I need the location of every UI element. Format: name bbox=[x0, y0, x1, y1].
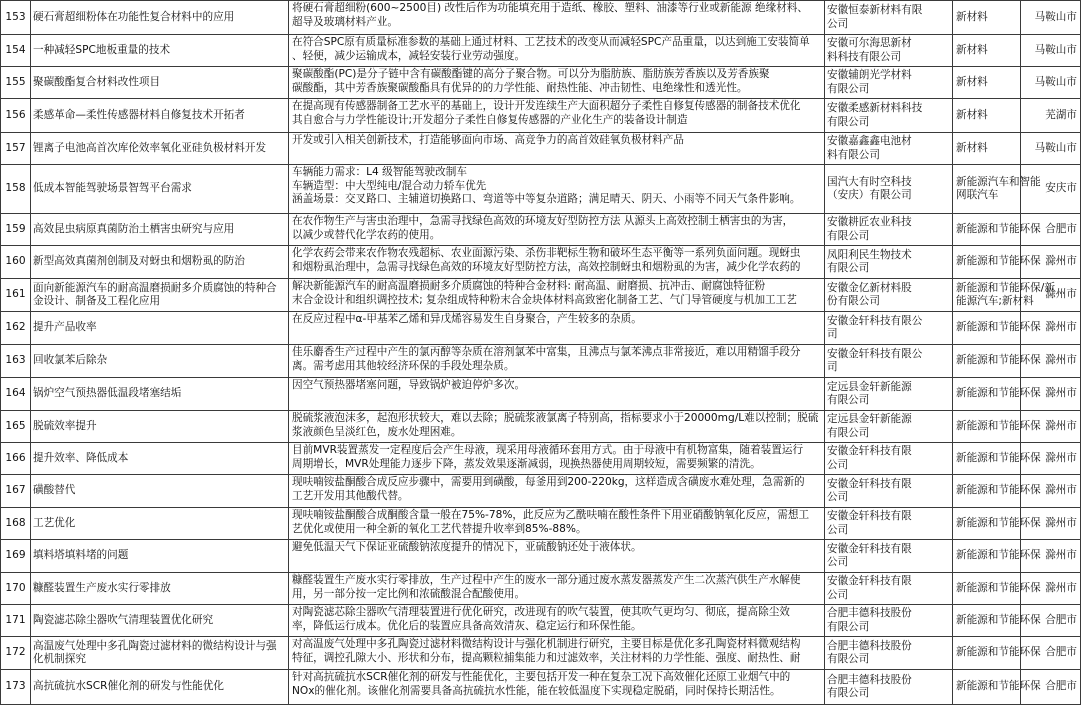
row-number: 153 bbox=[1, 1, 31, 35]
org-line: 有限公司 bbox=[827, 394, 870, 406]
industry-category bbox=[953, 345, 1041, 378]
project-description bbox=[289, 443, 825, 475]
org-line: 凤阳利民生物技术 bbox=[827, 248, 912, 261]
project-description bbox=[289, 67, 825, 99]
org-line: 公司 bbox=[827, 458, 849, 471]
city-name: 安庆市 bbox=[1021, 165, 1081, 214]
project-title: 工艺优化 bbox=[31, 508, 289, 540]
org-line: 有限公司 bbox=[827, 229, 870, 242]
row-number: 163 bbox=[1, 345, 31, 378]
company-name bbox=[825, 670, 953, 705]
company-name bbox=[825, 378, 953, 411]
row-number: 159 bbox=[1, 214, 31, 246]
row-number: 165 bbox=[1, 411, 31, 443]
org-line: 料有限公司 bbox=[827, 148, 880, 161]
cat-line: 新能源和节能环保 bbox=[956, 321, 1041, 334]
industry-category bbox=[953, 443, 1041, 475]
desc-line: 目前MVR装置蒸发一定程度后会产生母液，现采用母液循环套用方式。由于母液中有机物富集，随着装置运行 bbox=[292, 444, 804, 456]
project-description bbox=[289, 279, 825, 312]
project-description bbox=[289, 246, 825, 279]
table-row bbox=[1, 67, 1081, 99]
cat-line: 新能源汽车和智能 bbox=[956, 175, 1041, 188]
desc-line: 针对高抗硫抗水SCR催化剂的研发与性能优化，主要包括开发一种在复杂工况下高效催化还原工业烟气中的 bbox=[292, 671, 791, 683]
city-name: 滁州市 bbox=[1021, 345, 1081, 378]
cat-line: 新能源和节能环保 bbox=[956, 451, 1041, 464]
project-title: 回收氯苯后除杂 bbox=[31, 345, 289, 378]
project-title bbox=[31, 279, 289, 312]
org-line: 安徽金轩科技有限 bbox=[827, 510, 912, 522]
desc-line: 特征，调控孔隙大小、形状和分布，提高颗粒捕集能力和过滤效率，关注材料的力学性能、强度、耐热性、耐 bbox=[292, 651, 801, 664]
desc-line: 周期增长，MVR处理能力逐步下降，蒸发效果逐渐减弱，现换热器使用周期较短，需要频繁的清洗。 bbox=[292, 457, 761, 470]
org-line: 安徽耕匠农业科技 bbox=[827, 216, 912, 228]
cat-line: 新能源和节能环保 bbox=[956, 354, 1041, 367]
project-description bbox=[289, 312, 825, 345]
org-line: 有限公司 bbox=[827, 82, 870, 95]
company-name bbox=[825, 67, 953, 99]
org-line: 定远县金轩新能源 bbox=[827, 413, 912, 425]
project-description bbox=[289, 1, 825, 35]
city-name: 滁州市 bbox=[1021, 279, 1081, 312]
company-name bbox=[825, 637, 953, 670]
industry-category bbox=[953, 1, 1021, 35]
city-name: 芜湖市 bbox=[1021, 99, 1081, 133]
industry-category bbox=[953, 214, 1041, 246]
title-line: 面向新能源汽车的耐高温磨损耐多介质腐蚀的特种合 bbox=[33, 281, 277, 294]
org-line: 司 bbox=[827, 361, 838, 373]
row-number: 166 bbox=[1, 443, 31, 475]
desc-line: 在符合SPC原有质量标准参数的基础上通过材料、工艺技术的改变从而减轻SPC产品重量，以达到施工安装简单 bbox=[292, 36, 810, 48]
industry-category bbox=[953, 670, 1041, 705]
desc-line: 聚碳酸酯(PC)是分子链中含有碳酸酯键的高分子聚合物。可以分为脂肪族、脂肪族芳香族以及芳香族聚 bbox=[292, 68, 770, 80]
city-name: 马鞍山市 bbox=[1021, 1, 1081, 35]
desc-line: 因空气预热器堵塞问题，导致锅炉被迫停炉多次。 bbox=[292, 379, 526, 391]
city-name: 合肥市 bbox=[1021, 605, 1081, 637]
city-name: 合肥市 bbox=[1021, 214, 1081, 246]
project-title: 磺酸替代 bbox=[31, 475, 289, 508]
row-number: 155 bbox=[1, 67, 31, 99]
city-name: 滁州市 bbox=[1021, 378, 1081, 411]
table-row bbox=[1, 605, 1081, 637]
city-name: 滁州市 bbox=[1021, 411, 1081, 443]
cat-line: 新材料 bbox=[956, 75, 988, 88]
desc-line: 其自愈合与力学性能设计;开发超分子柔性自修复传感器的产业化生产的装备设计制造 bbox=[292, 113, 688, 126]
desc-line: 碳酸酯，其中芳香族聚碳酸酯具有优异的的力学性能、耐热性能、冲击韧性、电绝缘性和透光性。 bbox=[292, 81, 748, 94]
project-title: 锅炉空气预热器低温段堵塞结垢 bbox=[31, 378, 289, 411]
org-line: 安徽嘉鑫鑫电池材 bbox=[827, 135, 912, 147]
project-title: 陶瓷滤芯除尘器吹气清理装置优化研究 bbox=[31, 605, 289, 637]
org-line: 安徽柔感新材料科技 bbox=[827, 102, 923, 114]
company-name bbox=[825, 214, 953, 246]
project-title bbox=[31, 637, 289, 670]
desc-line: 避免低温天气下保证亚硫酸钠浓度提升的情况下，亚硫酸钠还处于液体状。 bbox=[292, 541, 642, 553]
org-line: 有限公司 bbox=[827, 653, 870, 665]
row-number: 170 bbox=[1, 573, 31, 605]
cat-line: 新材料 bbox=[956, 10, 988, 23]
row-number: 171 bbox=[1, 605, 31, 637]
cat-line: 新能源和节能环保 bbox=[956, 613, 1041, 626]
company-name bbox=[825, 475, 953, 508]
company-name bbox=[825, 605, 953, 637]
org-line: 司 bbox=[827, 328, 838, 340]
cat-line: 新材料 bbox=[956, 141, 988, 154]
row-number: 160 bbox=[1, 246, 31, 279]
cat-line: 新能源和节能环保 bbox=[956, 680, 1041, 693]
row-number: 157 bbox=[1, 133, 31, 165]
desc-line: 离。需考虑用其他较经济环保的手段处理杂质。 bbox=[292, 359, 515, 372]
table-row bbox=[1, 35, 1081, 67]
project-title: 一种减轻SPC地板重量的技术 bbox=[31, 35, 289, 67]
desc-line: 脱硫浆液泡沫多，起泡形状较大，难以去除；脱硫浆液氯离子特别高，指标要求小于20000mg/L难以控制；脱硫 bbox=[292, 412, 819, 424]
project-title: 锂离子电池高首次库伦效率氧化亚硅负极材料开发 bbox=[31, 133, 289, 165]
project-description bbox=[289, 411, 825, 443]
org-line: 安徽金轩科技有限 bbox=[827, 542, 912, 555]
org-line: 公司 bbox=[827, 491, 849, 503]
desc-line: 以减少或替代化学农药的使用。 bbox=[292, 228, 441, 241]
row-number: 169 bbox=[1, 540, 31, 573]
desc-line: 末合金设计和组织调控技术; 复杂组成特种粉末合金块体材料高致密化制备工艺、气门导管硬度与机加工工艺 bbox=[292, 293, 797, 306]
company-name bbox=[825, 1, 953, 35]
project-description bbox=[289, 637, 825, 670]
project-description bbox=[289, 378, 825, 411]
org-line: 合肥丰德科技股份 bbox=[827, 673, 912, 686]
org-line: 安徽金轩科技有限公 bbox=[827, 314, 923, 327]
org-line: 料科技有限公司 bbox=[827, 50, 902, 63]
table-row bbox=[1, 540, 1081, 573]
company-name bbox=[825, 540, 953, 573]
project-title: 聚碳酸酯复合材料改性项目 bbox=[31, 67, 289, 99]
company-name bbox=[825, 312, 953, 345]
industry-category bbox=[953, 540, 1041, 573]
project-title: 新型高效真菌剂创制及对蚜虫和烟粉虱的防治 bbox=[31, 246, 289, 279]
table-row bbox=[1, 165, 1081, 214]
industry-category bbox=[953, 312, 1041, 345]
org-line: 有限公司 bbox=[827, 687, 870, 699]
project-description bbox=[289, 605, 825, 637]
cat-line: 能源汽车;新材料 bbox=[956, 295, 1034, 307]
city-name: 滁州市 bbox=[1021, 508, 1081, 540]
org-line: （安庆）有限公司 bbox=[827, 189, 912, 201]
company-name bbox=[825, 573, 953, 605]
cat-line: 新能源和节能环保 bbox=[956, 387, 1041, 400]
desc-line: 佳乐麝香生产过程中产生的氯丙醇等杂质在溶剂氯苯中富集，且沸点与氯苯沸点非常接近，难以用精馏手段分 bbox=[292, 346, 801, 358]
project-description bbox=[289, 214, 825, 246]
industry-category bbox=[953, 508, 1041, 540]
table-row bbox=[1, 133, 1081, 165]
desc-line: 对陶瓷滤芯除尘器吹气清理装置进行优化研究，改进现有的吹气装置，使其吹气更均匀、彻底，提高除尘效 bbox=[292, 606, 790, 618]
industry-category bbox=[953, 573, 1041, 605]
company-name bbox=[825, 246, 953, 279]
row-number: 168 bbox=[1, 508, 31, 540]
project-description bbox=[289, 345, 825, 378]
project-title: 硬石膏超细粉体在功能性复合材料中的应用 bbox=[31, 1, 289, 35]
table-row bbox=[1, 508, 1081, 540]
table-row bbox=[1, 99, 1081, 133]
desc-line: 化学农药会带来农作物农残超标、农业面源污染、杀伤非靶标生物和破坏生态平衡等一系列负面问题。现蚜虫 bbox=[292, 247, 801, 259]
company-name bbox=[825, 133, 953, 165]
title-line: 高温废气处理中多孔陶瓷过滤材料的微结构设计与强 bbox=[33, 639, 277, 652]
table-row bbox=[1, 312, 1081, 345]
desc-line: 工艺开发用其他酸代替。 bbox=[292, 489, 409, 502]
desc-line: 在农作物生产与害虫治理中，急需寻找绿色高效的环境友好型防控方法 从源头上高效控制土栖害虫的为害， bbox=[292, 215, 794, 227]
org-line: 安徽金亿新材料股 bbox=[827, 281, 912, 294]
industry-category bbox=[953, 133, 1021, 165]
org-line: 公司 bbox=[827, 523, 849, 536]
project-title: 低成本智能驾驶场景智驾平台需求 bbox=[31, 165, 289, 214]
industry-category bbox=[953, 165, 1041, 214]
project-title: 提升效率、降低成本 bbox=[31, 443, 289, 475]
row-number: 162 bbox=[1, 312, 31, 345]
org-line: 安徽金轩科技有限公 bbox=[827, 347, 923, 360]
table-body bbox=[1, 1, 1081, 705]
org-line: 合肥丰德科技股份 bbox=[827, 639, 912, 652]
industry-category bbox=[953, 279, 1055, 312]
project-title: 高抗硫抗水SCR催化剂的研发与性能优化 bbox=[31, 670, 289, 705]
org-line: 安徽金轩科技有限 bbox=[827, 477, 912, 490]
industry-category bbox=[953, 637, 1041, 670]
desc-line: 糠醛装置生产废水实行零排放，生产过程中产生的废水一部分通过废水蒸发器蒸发产生二次蒸汽供生产水解使 bbox=[292, 574, 801, 586]
desc-line: 、轻便，减少运输成本，减轻安装行业劳动强度。 bbox=[292, 49, 526, 62]
city-name: 马鞍山市 bbox=[1021, 67, 1081, 99]
desc-line: 艺优化或使用一种全新的氧化工艺代替提升收率到85%-88%。 bbox=[292, 522, 587, 535]
city-name: 滁州市 bbox=[1021, 246, 1081, 279]
industry-category bbox=[953, 246, 1041, 279]
org-line: 安徽可尔海思新材 bbox=[827, 37, 912, 49]
desc-line: 开发或引入相关创新技术，打造能够面向市场、高竞争力的高首效硅氧负极材料产品 bbox=[292, 134, 684, 146]
desc-line: NOx的催化剂。该催化剂需要具备高抗硫抗水性能，能在较低温度下实现稳定脱硝，同时保持长期活性。 bbox=[292, 684, 781, 697]
city-name: 合肥市 bbox=[1021, 670, 1081, 705]
city-name: 滁州市 bbox=[1021, 312, 1081, 345]
row-number: 154 bbox=[1, 35, 31, 67]
project-description bbox=[289, 475, 825, 508]
industry-category bbox=[953, 99, 1021, 133]
org-line: 有限公司 bbox=[827, 115, 870, 128]
table-row bbox=[1, 475, 1081, 508]
desc-line: 在反应过程中α-甲基苯乙烯和异戊烯容易发生自身聚合，产生较多的杂质。 bbox=[292, 313, 642, 325]
desc-line: 车辆造型：中大型纯电/混合动力轿车优先 bbox=[292, 179, 487, 192]
project-description bbox=[289, 35, 825, 67]
city-name: 合肥市 bbox=[1021, 637, 1081, 670]
org-line: 国汽大有时空科技 bbox=[827, 175, 912, 188]
row-number: 164 bbox=[1, 378, 31, 411]
org-line: 安徽金轩科技有限 bbox=[827, 575, 912, 587]
city-name: 滁州市 bbox=[1021, 540, 1081, 573]
table-row bbox=[1, 411, 1081, 443]
desc-line: 现呋喃铵盐酮酸合成反应步骤中，需要用到磺酸，每釜用到200-220kg，这样造成含磺废水难处理，急需新的 bbox=[292, 476, 805, 488]
row-number: 158 bbox=[1, 165, 31, 214]
cat-line: 新能源和节能环保 bbox=[956, 255, 1041, 268]
project-title: 柔感革命—柔性传感器材料自修复技术开拓者 bbox=[31, 99, 289, 133]
table-row bbox=[1, 378, 1081, 411]
row-number: 167 bbox=[1, 475, 31, 508]
desc-line: 对高温废气处理中多孔陶瓷过滤材料微结构设计与强化机制进行研究，主要目标是优化多孔陶瓷材料微观结构 bbox=[292, 638, 801, 650]
cat-line: 新材料 bbox=[956, 108, 988, 121]
title-line: 化机制探究 bbox=[33, 653, 86, 665]
cat-line: 新材料 bbox=[956, 43, 988, 56]
city-name: 滁州市 bbox=[1021, 573, 1081, 605]
cat-line: 网联汽车 bbox=[956, 189, 999, 201]
company-name bbox=[825, 279, 953, 312]
desc-line: 超导及玻璃材料产业。 bbox=[292, 15, 398, 28]
desc-line: 将硬石膏超细粉(600~2500目) 改性后作为功能填充用于造纸、橡胶、塑料、油漆等行业或新能源 绝缘材料、 bbox=[292, 2, 808, 14]
org-line: 公司 bbox=[827, 17, 849, 30]
org-line: 公司 bbox=[827, 588, 849, 601]
project-description bbox=[289, 165, 825, 214]
cat-line: 新能源和节能环保 bbox=[956, 222, 1041, 235]
project-title: 糠醛装置生产废水实行零排放 bbox=[31, 573, 289, 605]
desc-line: 现呋喃铵盐酮酸合成酮酸含量一般在75%-78%，此反应为乙酰呋喃在酸性条件下用亚硝酸钠氧化反应，需想工 bbox=[292, 509, 810, 521]
desc-line: 率，降低运行成本。优化后的装置应具备高效清灰、稳定运行和环保性能。 bbox=[292, 619, 642, 632]
table-row bbox=[1, 637, 1081, 670]
org-line: 合肥丰德科技股份 bbox=[827, 607, 912, 619]
company-name bbox=[825, 411, 953, 443]
project-description bbox=[289, 99, 825, 133]
desc-line: 解决新能源汽车的耐高温磨损耐多介质腐蚀的特种合金材料: 耐高温、耐磨损、抗冲击、耐腐蚀特征粉 bbox=[292, 280, 766, 292]
industry-category bbox=[953, 35, 1021, 67]
org-line: 定远县金轩新能源 bbox=[827, 380, 912, 393]
org-line: 有限公司 bbox=[827, 262, 870, 274]
org-line: 安徽恒泰新材料有限 bbox=[827, 4, 923, 16]
city-name: 滁州市 bbox=[1021, 475, 1081, 508]
cat-line: 新能源和节能环保 bbox=[956, 484, 1041, 497]
row-number: 161 bbox=[1, 279, 31, 312]
company-name bbox=[825, 165, 953, 214]
industry-category bbox=[953, 67, 1021, 99]
desc-line: 涵盖场景：交叉路口、主辅道切换路口、弯道等中等复杂道路；满足晴天、阴天、小雨等不同天气条件影响。 bbox=[292, 193, 801, 205]
title-line: 金设计、制备及工程化应用 bbox=[33, 295, 161, 307]
org-line: 份有限公司 bbox=[827, 295, 880, 307]
table-row bbox=[1, 1, 1081, 35]
table-row bbox=[1, 670, 1081, 705]
row-number: 156 bbox=[1, 99, 31, 133]
industry-category bbox=[953, 378, 1041, 411]
org-line: 有限公司 bbox=[827, 620, 870, 633]
company-name bbox=[825, 345, 953, 378]
org-line: 安徽金轩科技有限 bbox=[827, 445, 912, 457]
cat-line: 新能源和节能环保 bbox=[956, 581, 1041, 594]
project-description bbox=[289, 508, 825, 540]
project-description bbox=[289, 573, 825, 605]
table-row bbox=[1, 246, 1081, 279]
desc-line: 在提高现有传感器制备工艺水平的基础上，设计开发连续生产大面积超分子柔性自修复传感器的制备技术优化 bbox=[292, 100, 801, 112]
desc-line: 车辆能力需求：L4 级智能驾驶改制车 bbox=[292, 166, 467, 178]
row-number: 172 bbox=[1, 637, 31, 670]
project-title: 提升产品收率 bbox=[31, 312, 289, 345]
industry-category bbox=[953, 475, 1041, 508]
cat-line: 新能源和节能环保/新 bbox=[956, 281, 1055, 294]
company-name bbox=[825, 443, 953, 475]
project-title: 高效昆虫病原真菌防治土栖害虫研究与应用 bbox=[31, 214, 289, 246]
company-name bbox=[825, 508, 953, 540]
company-name bbox=[825, 35, 953, 67]
row-number: 173 bbox=[1, 670, 31, 705]
cat-line: 新能源和节能环保 bbox=[956, 516, 1041, 529]
table-row bbox=[1, 279, 1081, 312]
table-row bbox=[1, 214, 1081, 246]
project-title: 脱硫效率提升 bbox=[31, 411, 289, 443]
cat-line: 新能源和节能环保 bbox=[956, 549, 1041, 562]
org-line: 有限公司 bbox=[827, 426, 870, 439]
org-line: 安徽辅朗光学材料 bbox=[827, 69, 912, 81]
city-name: 马鞍山市 bbox=[1021, 133, 1081, 165]
industry-category bbox=[953, 411, 1041, 443]
table-row bbox=[1, 345, 1081, 378]
company-name bbox=[825, 99, 953, 133]
cat-line: 新能源和节能环保 bbox=[956, 419, 1041, 432]
desc-line: 和烟粉虱治理中，急需寻找绿色高效的环境友好型防控方法，高效控制蚜虫和烟粉虱的为害，减少化学农药的 bbox=[292, 260, 801, 273]
city-name: 滁州市 bbox=[1021, 443, 1081, 475]
project-title: 填料塔填料堵的问题 bbox=[31, 540, 289, 573]
desc-line: 用，另一部分按一定比例和浓硫酸混合配酸使用。 bbox=[292, 587, 526, 600]
industry-category bbox=[953, 605, 1041, 637]
city-name: 马鞍山市 bbox=[1021, 35, 1081, 67]
project-description bbox=[289, 670, 825, 705]
table-row bbox=[1, 573, 1081, 605]
cat-line: 新能源和节能环保 bbox=[956, 646, 1041, 659]
project-description bbox=[289, 133, 825, 165]
table-row bbox=[1, 443, 1081, 475]
org-line: 公司 bbox=[827, 556, 849, 568]
desc-line: 浆液颜色呈淡红色，废水处理困难。 bbox=[292, 425, 462, 438]
project-description bbox=[289, 540, 825, 573]
